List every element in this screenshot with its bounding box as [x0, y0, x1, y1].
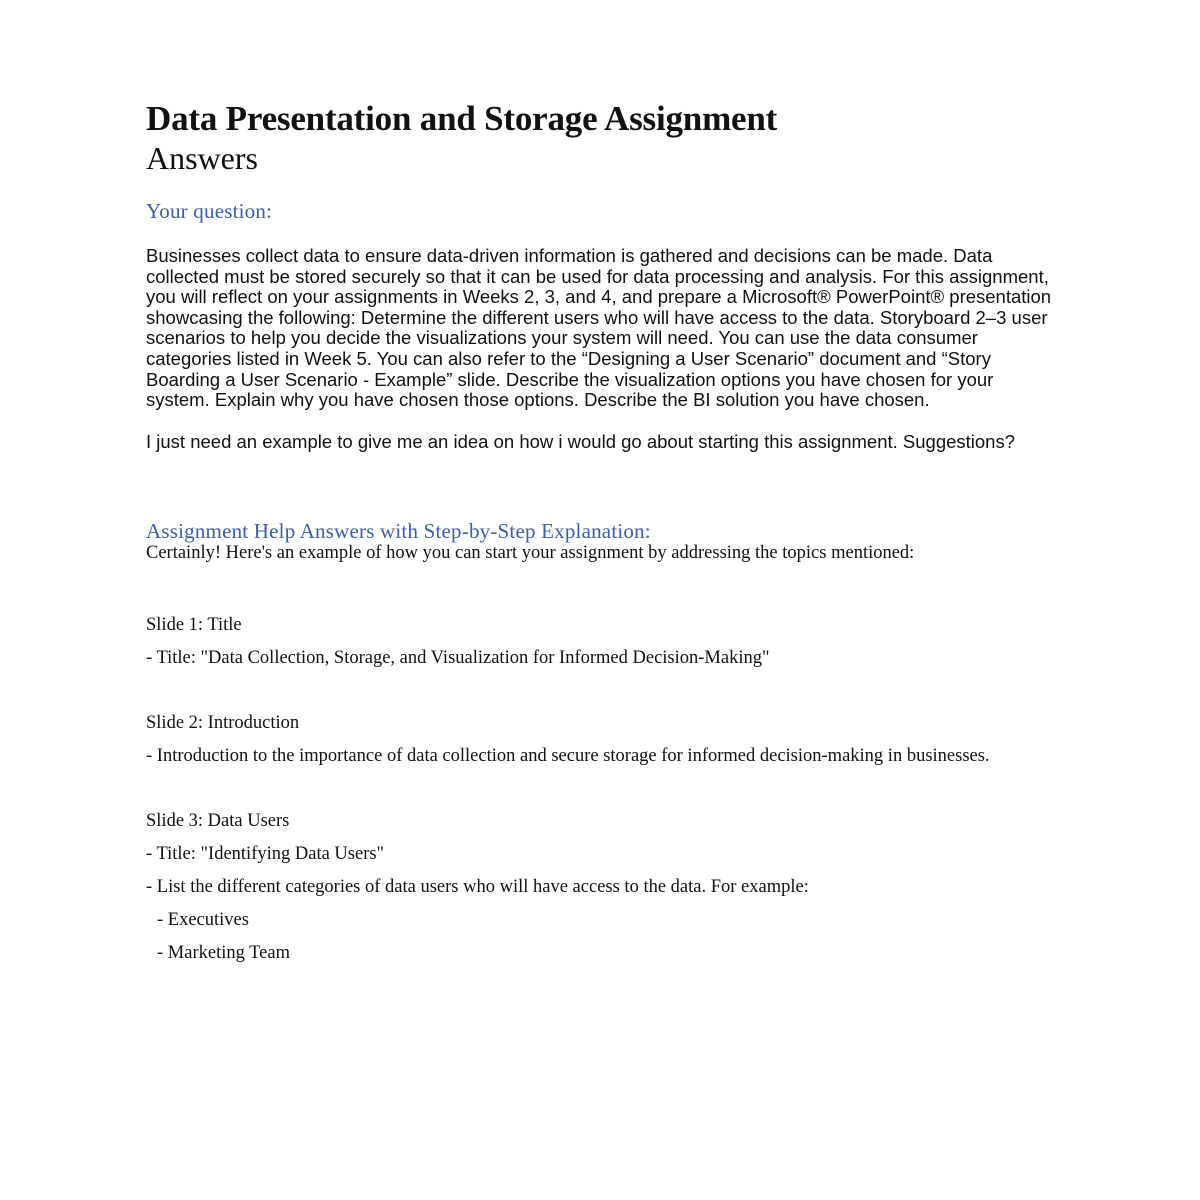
document-page: [146, 100, 1056, 964]
question-followup: I just need an example to give me an idea on how i would go about starting this assignment. Suggestions?: [146, 430, 1016, 452]
slide-heading: Slide 2: Introduction: [146, 713, 300, 734]
question-body: Businesses collect data to ensure data-driven information is gathered and decisions can be made. Data collected must be stored securely so that it can be used for data processing and analysis. For this assignment, you will reflect on your assignments in Weeks 2, 3, and 4, and prepare a Microsoft® PowerPoint® presentation showcasing the following: Determine the different users who will have access to the data. Storyboard 2–3 user scenarios to help you decide the visualizations your system will need. You can use the data consumer categories listed in Week 5. You can also refer to the “Designing a User Scenario” document and “Story Boarding a User Scenario - Example” slide. Describe the visualization options you have chosen for your system. Explain why you have chosen those options. Describe the BI solution you have chosen.: [146, 245, 1052, 411]
document-title: [146, 100, 1056, 177]
question-heading: Your question:: [146, 199, 273, 223]
slide-sub-item: - Executives: [157, 910, 249, 931]
slide-2-section: [146, 712, 1056, 767]
slide-sub-item: - Marketing Team: [157, 943, 290, 964]
title-main: Data Presentation and Storage Assignment: [146, 99, 778, 138]
slide-heading: Slide 3: Data Users: [146, 811, 290, 832]
title-sub: Answers: [146, 140, 258, 176]
slide-line: - List the different categories of data users who will have access to the data. For example:: [146, 877, 809, 898]
slide-heading: Slide 1: Title: [146, 615, 242, 636]
slide-line: - Title: "Identifying Data Users": [146, 844, 385, 865]
slide-3-section: [146, 810, 1056, 964]
answer-heading: Assignment Help Answers with Step-by-Step Explanation:: [146, 519, 651, 544]
slide-line: - Introduction to the importance of data collection and secure storage for informed decision-making in businesses.: [146, 746, 990, 767]
slide-line: - Title: "Data Collection, Storage, and Visualization for Informed Decision-Making": [146, 648, 770, 669]
answer-intro: Certainly! Here's an example of how you can start your assignment by addressing the topics mentioned:: [146, 543, 915, 564]
slide-1-section: [146, 614, 1056, 669]
